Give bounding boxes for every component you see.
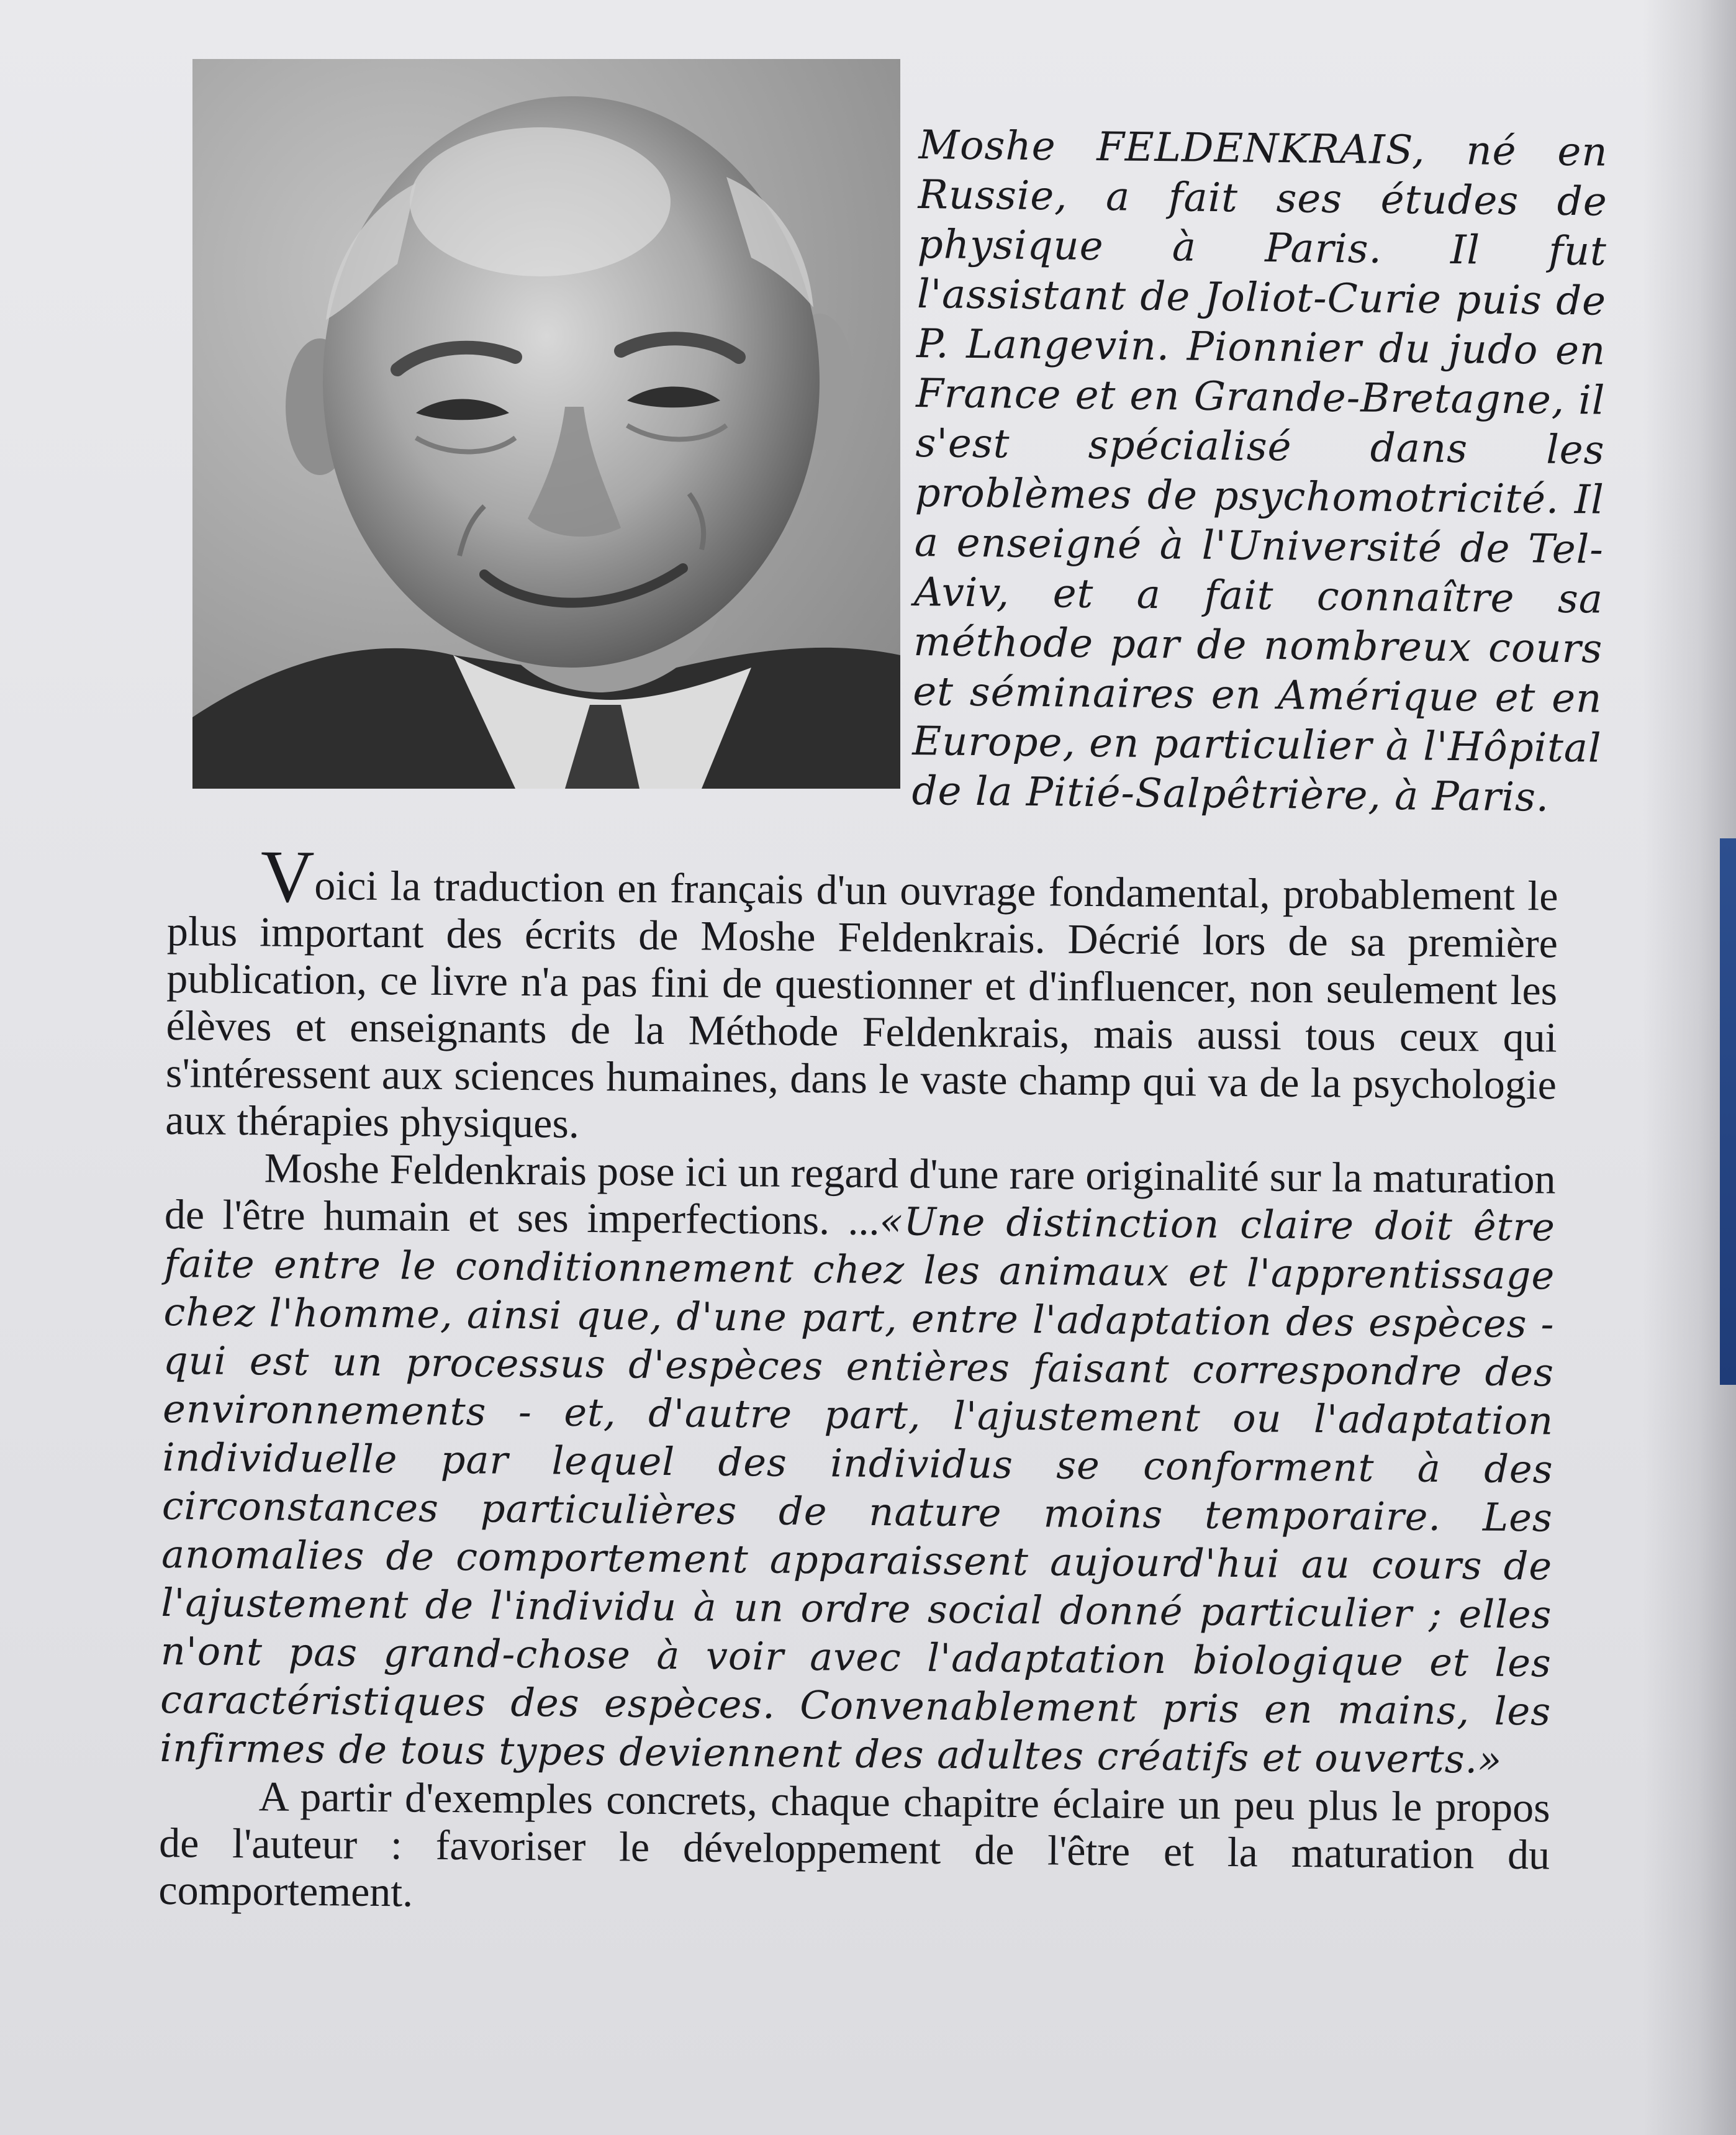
author-portrait-photo <box>192 59 900 789</box>
quote-lead-text: Moshe Feldenkrais pose ici un regard d'une rare originalité sur la maturation de l'être humain et ses imperfections. ... <box>164 1144 1556 1244</box>
cover-edge-blue <box>1720 838 1736 1385</box>
intro-text: oici la traduction en français d'un ouvrage fondamental, probablement le plus important des écrits de Moshe Feldenkrais. Décrié lors de sa première publication, ce livre n'a pas fini de questionner et d'influencer, non seulement les élèves et enseignants de la Méthode Feldenkrais, mais aussi tous ceux qui s'intéressent aux sciences humaines, dans le vaste champ qui va de la psychologie aux thérapies physiques. <box>165 861 1558 1147</box>
closing-paragraph: A partir d'exemples concrets, chaque chapitre éclaire un peu plus le propos de l'auteur : favoriser le développement de l'être et la maturation du comportement. <box>158 1772 1551 1916</box>
quote-paragraph <box>160 1143 1556 1784</box>
portrait-illustration <box>192 59 900 789</box>
author-biography: Moshe FELDENKRAIS, né en Russie, a fait ses études de physique à Paris. Il fut l'assistant de Joliot-Curie puis de P. Langevin. Pionnier du judo en France et en Grande-Bretagne, il s'est spécialisé dans les problèmes de psychomotricité. Il a enseigné à l'Université de Tel-Aviv, et a fait connaître sa méthode par de nombreux cours et séminaires en Amérique et en Europe, en particulier à l'Hôpital de la Pitié-Salpêtrière, à Paris. <box>911 122 1608 821</box>
book-description <box>158 835 1558 1925</box>
drop-cap: V <box>260 835 315 918</box>
author-quote: «Une distinction claire doit être faite entre le conditionnement chez les animaux et l'apprentissage chez l'homme, ainsi que, d'une part, entre l'adaptation des espèces - qui est un processus d'espèces entières faisant correspondre des environnements - et, d'autre part, l'ajustement ou l'adaptation individuelle par lequel des individus se conforment à des circonstances particulières de nature moins temporaire. Les anomalies de comportement apparaissent aujourd'hui au cours de l'ajustement de l'individu à un ordre social donné particulier ; elles n'ont pas grand-chose à voir avec l'adaptation biologique et les caractéristiques des espèces. Convenablement pris en mains, les infirmes de tous types deviennent des adultes créatifs et ouverts.» <box>160 1199 1556 1782</box>
intro-paragraph <box>165 835 1558 1156</box>
